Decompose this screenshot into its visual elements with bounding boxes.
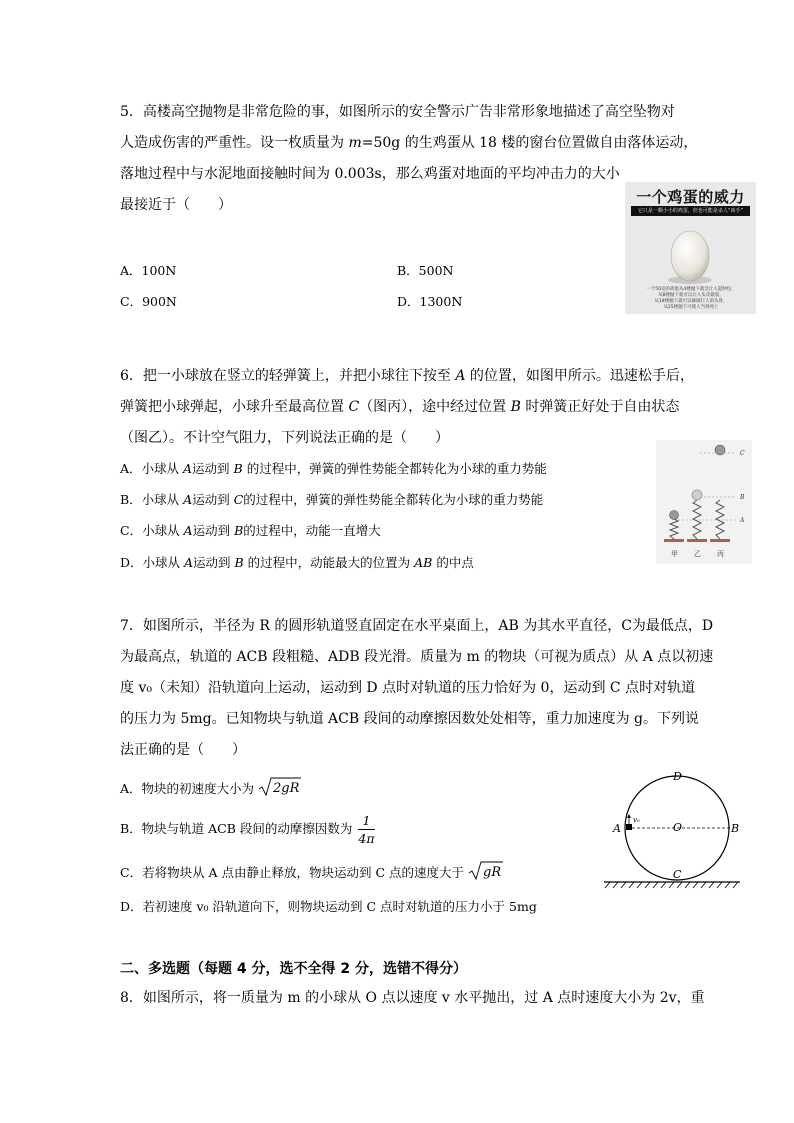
q5-option-d: D．1300N [397,294,463,309]
label-a: A [613,822,621,835]
q5-option-b: B．500N [397,263,454,278]
q5-line4: 最接近于（ ） [120,197,232,213]
q7-option-c: C．若将物块从 A 点由静止释放，物块运动到 C 点的速度大于 gR [120,860,504,887]
svg-text:gR: gR [483,865,502,880]
label-position-b: B [740,494,745,501]
label-v0: v₀ [633,816,640,824]
poster-subtitle: 它只是一颗小小的鸡蛋，但也可能是杀人“凶手” [631,206,750,216]
q8-line1: 8．如图所示，将一质量为 m 的小球从 O 点以速度 v 水平抛出，过 A 点时速度大小为 2v，重 [120,990,705,1006]
label-yi: 乙 [694,550,701,558]
q7-option-a: A．物块的初速度大小为 2gR [120,776,302,803]
egg-warning-poster [625,182,756,314]
label-position-a: A [740,517,745,524]
q5-option-a: A．100N [120,263,177,278]
label-b: B [731,822,740,835]
sqrt-gR [468,860,504,887]
q5-line2: 人造成伤害的严重性。设一枚质量为 m=50g 的生鸡蛋从 18 楼的窗台位置做自由落体运动， [120,135,698,151]
q6-line2: 弹簧把小球弹起，小球升至最高位置 C（图丙），途中经过位置 B 时弹簧正好处于自由状态 [120,399,680,415]
q7-line2: 为最高点，轨道的 ACB 段粗糙、ADB 段光滑。质量为 m 的物块（可视为质点）从 A 点以初速 [120,649,714,665]
label-bing: 丙 [717,550,724,558]
section-2-header: 二、多选题（每题 4 分，选不全得 2 分，选错不得分） [120,961,467,977]
spring-ball-figure [656,440,752,564]
q6-option-d: D．小球从 A运动到 B 的过程中，动能最大的位置为 AB 的中点 [120,555,474,570]
svg-text:2gR: 2gR [273,781,300,796]
poster-text-1: 一个50克的鸡蛋从4楼抛下就会让人起肿包， [646,287,736,292]
label-d: D [673,770,682,783]
poster-text-3: 从18楼抛下就可以砸破行人的头骨， [654,299,728,304]
poster-text-4: 从25楼抛下可使人当场死亡 [663,305,719,310]
q6-option-a: A．小球从 A运动到 B 的过程中，弹簧的弹性势能全都转化为小球的重力势能 [120,461,547,476]
q6-option-c: C．小球从 A运动到 B的过程中，动能一直增大 [120,523,381,538]
label-o: O [673,821,683,834]
q6-line1: 6．把一小球放在竖立的轻弹簧上，并把小球往下按至 A 的位置，如图甲所示。迅速松手后， [120,368,694,384]
q6-option-b: B．小球从 A运动到 C的过程中，弹簧的弹性势能全都转化为小球的重力势能 [120,492,544,507]
q6-line3: （图乙）。不计空气阻力，下列说法正确的是（ ） [120,430,449,446]
q5-line3: 落地过程中与水泥地面接触时间为 0.003s，那么鸡蛋对地面的平均冲击力的大小 [120,166,620,182]
q5-option-c: C．900N [120,294,177,309]
q7-line3: 度 v₀（未知）沿轨道向上运动，运动到 D 点时对轨道的压力恰好为 0，运动到 C 点时对轨道 [120,680,696,696]
q7-line5: 法正确的是（ ） [120,742,246,758]
fraction-1-over-4pi: $\frac{1}{4\pi}$ [358,813,375,846]
circular-track-figure [600,768,745,896]
q5-line1: 5．高楼高空抛物是非常危险的事，如图所示的安全警示广告非常形象地描述了高空坠物对 [120,104,675,120]
q7-line1: 7．如图所示，半径为 R 的圆形轨道竖直固定在水平桌面上，AB 为其水平直径，C为最低点，D [120,618,714,634]
sqrt-2gR [258,776,302,803]
label-jia: 甲 [671,550,678,558]
label-c: C [673,868,682,881]
q7-line4: 的压力为 5mg。已知物块与轨道 ACB 段间的动摩擦因数处处相等，重力加速度为 g。下列说 [120,711,700,727]
poster-text-2: 从8楼抛下就可以让人头皮破裂， [658,293,724,298]
poster-title: 一个鸡蛋的威力 [636,188,745,206]
q7-option-d: D．若初速度 v₀ 沿轨道向下，则物块运动到 C 点时对轨道的压力小于 5mg [120,899,537,914]
q7-option-b: B．物块与轨道 ACB 段间的动摩擦因数为 $\frac{1}{4\pi}$ [120,813,375,846]
label-position-c: C [740,450,745,457]
